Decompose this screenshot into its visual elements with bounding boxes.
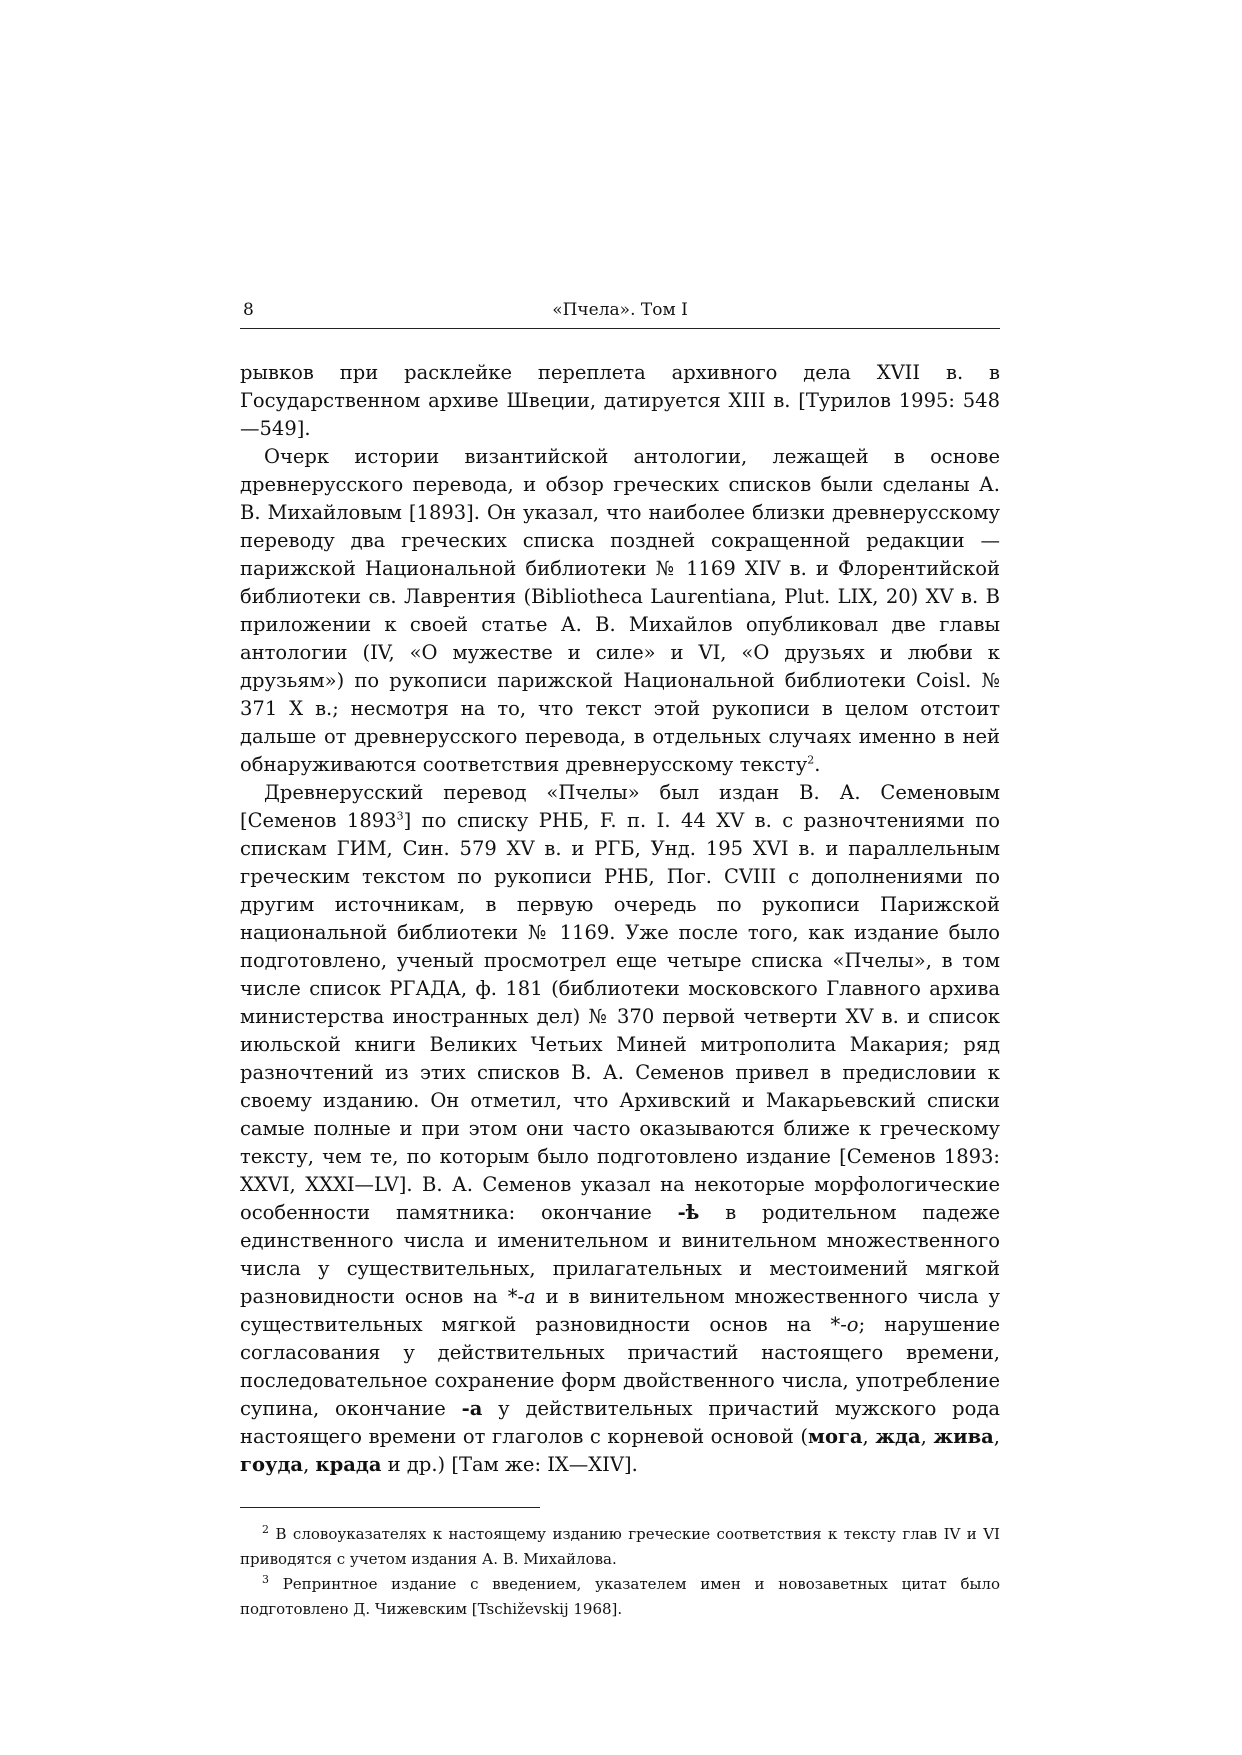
book-page [240, 298, 1000, 1622]
footnote-ref-3[interactable]: 3 [396, 809, 404, 823]
example-word-2: жда [875, 1425, 921, 1448]
paragraph-3-part-e: ; нарушение согласования у действительных причастий настоящего времени, последовательное сохранение форм двойственного числа, употребление супина, окончание [240, 1313, 1000, 1420]
footnote-text: В словоуказателях к настоящему изданию греческие соответствия к тексту глав IV и VI приводятся с учетом издания А. В. Михайлова. [240, 1525, 1000, 1568]
separator: , [920, 1425, 934, 1448]
main-text [240, 359, 1000, 1479]
paragraph-3 [240, 779, 1000, 1479]
separator: , [993, 1425, 1000, 1448]
paragraph-3-part-g: и др.) [Там же: IX—XIV]. [381, 1453, 638, 1476]
page-number: 8 [243, 300, 254, 320]
paragraph-2-end: . [814, 753, 821, 776]
footnote-number: 2 [262, 1523, 269, 1536]
paragraph-3-part-f: у действительных причастий мужского рода настоящего времени от глаголов с корневой основой ( [240, 1397, 1001, 1448]
paragraph-2 [240, 443, 1000, 779]
running-title: «Пчела». Том I [552, 300, 688, 320]
paragraph-3-part-c: в родительном падеже единственного числа и именительном и винительном множественного числа у существительных, прилагательных и местоимений мягкой разновидности основ на [240, 1201, 1000, 1308]
example-word-4: гоуда [240, 1453, 304, 1476]
footnote-3 [240, 1572, 1000, 1622]
stem-o: *-о [830, 1313, 859, 1336]
paragraph-3-part-a: Древнерусский перевод «Пчелы» был издан В. А. Семеновым [Семенов 1893 [240, 781, 1000, 832]
ending-yat: -ѣ [677, 1201, 700, 1224]
footnote-ref-2[interactable]: 2 [807, 753, 815, 767]
stem-a: *-а [507, 1285, 536, 1308]
footnote-number: 3 [262, 1573, 269, 1586]
separator: , [303, 1453, 316, 1476]
separator: , [862, 1425, 876, 1448]
footnote-text: Репринтное издание с введением, указателем имен и новозаветных цитат было подготовлено Д. Чижевским [Tschiževskij 1968]. [240, 1575, 1000, 1618]
paragraph-1: рывков при расклейке переплета архивного дела XVII в. в Государственном архиве Швеции, датируется XIII в. [Турилов 1995: 548—549]. [240, 361, 1000, 440]
header-rule [240, 328, 1000, 329]
example-word-5: крада [315, 1453, 382, 1476]
paragraph-3-part-b: ] по списку РНБ, F. п. I. 44 XV в. с разночтениями по спискам ГИМ, Син. 579 XV в. и РГБ, Унд. 195 XVI в. и параллельным греческим текстом по рукописи РНБ, Пог. CVIII с дополнениями по другим источникам, в первую очередь по рукописи Парижской национальной библиотеки № 1169. Уже после того, как издание было подготовлено, ученый просмотрел еще четыре списка «Пчелы», в том числе список РГАДА, ф. 181 (библиотеки московского Главного архива министерства иностранных дел) № 370 первой четверти XV в. и список июльской книги Великих Четьих Миней митрополита Макария; ряд разночтений из этих списков В. А. Семенов привел в предисловии к своему изданию. Он отметил, что Архивский и Макарьевский списки самые полные и при этом они часто оказываются ближе к греческому тексту, чем те, по которым было подготовлено издание [Семенов 1893: XXVI, XXXI—LV]. В. А. Семенов указал на некоторые морфологические особенности памятника: окончание [240, 809, 1000, 1224]
running-head [240, 298, 1000, 328]
paragraph-2-text: Очерк истории византийской антологии, лежащей в основе древнерусского перевода, и обзор греческих списков были сделаны А. В. Михайловым [1893]. Он указал, что наиболее близки древнерусскому переводу два греческих списка поздней сокращенной редакции — парижской Национальной библиотеки № 1169 XIV в. и Флорентийской библиотеки св. Лаврентия (Bibliotheca Laurentiana, Plut. LIX, 20) XV в. В приложении к своей статье А. В. Михайлов опубликовал две главы антологии (IV, «О мужестве и силе» и VI, «О друзьях и любви к друзьям») по рукописи парижской Национальной библиотеки Coisl. № 371 X в.; несмотря на то, что текст этой рукописи в целом отстоит дальше от древнерусского перевода, в отдельных случаях именно в ней обнаруживаются соответствия древнерусскому тексту [240, 445, 1000, 776]
paragraph-3-part-d: и в винительном множественного числа у существительных мягкой разновидности основ на [240, 1285, 1000, 1336]
footnote-2 [240, 1522, 1000, 1572]
footnote-rule [240, 1507, 540, 1508]
example-word-1: мога [808, 1425, 863, 1448]
ending-a: -а [461, 1397, 483, 1420]
footnotes [240, 1522, 1000, 1622]
example-word-3: жива [933, 1425, 994, 1448]
